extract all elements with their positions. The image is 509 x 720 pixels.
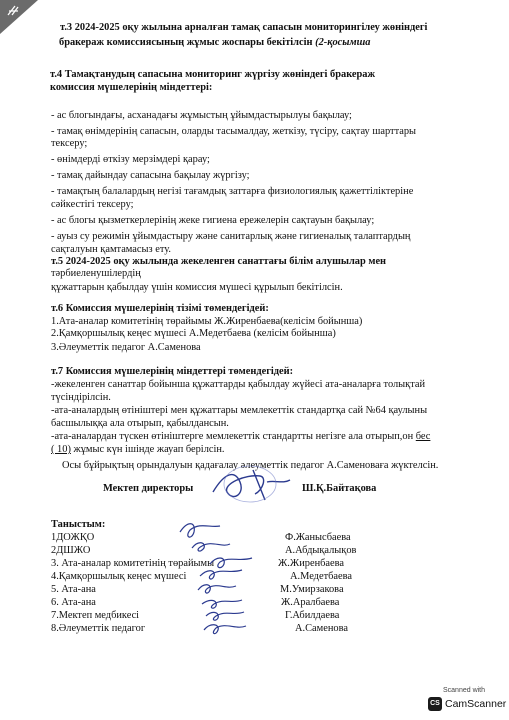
section7-heading: т.7 Комиссия мүшелерінің міндеттері төмендегідей: — [51, 366, 294, 377]
camscanner-badge — [428, 687, 507, 713]
acq-name: А.Медетбаева — [290, 571, 353, 582]
acq-name: А.Абдықалықов — [285, 545, 357, 556]
acq-role: 2ДШЖО — [51, 545, 91, 556]
section7-text: жұмыс күн ішінде жауап берілсін. — [70, 444, 225, 455]
acq-role: 4.Қамқоршылық кеңес мүшесі — [51, 571, 187, 582]
section4-item: - ас блогындағы, асханадағы жұмыстың ұйымдастырылуы бақылау; — [51, 110, 352, 121]
section7-line — [51, 431, 430, 443]
section3-line1: т.3 2024-2025 оқу жылына арналған тамақ сапасын мониторингілеу жөніндегі — [60, 22, 428, 33]
acq-name: А.Саменова — [295, 623, 348, 634]
acq-name: Ф.Жанысбаева — [285, 532, 351, 543]
member-row: 1.Ата-аналар комитетінің төрайымы Ж.Жиренбаева(келісім бойынша) — [51, 316, 363, 327]
camscanner-icon: CS — [428, 697, 442, 711]
section6-heading: т.6 Комиссия мүшелерінің тізімі төмендегідей: — [51, 303, 269, 314]
page-number-mark-icon — [6, 4, 20, 18]
camscanner-label: CamScanner — [445, 697, 507, 710]
acq-role: 1ДОЖҚО — [51, 532, 95, 543]
section7-line: -жекеленген санаттар бойынша құжаттарды қабылдау жүйесі ата-аналарға толықтай — [51, 379, 426, 390]
acq-role: 6. Ата-ана — [51, 597, 96, 608]
section3-text: бракераж комиссиясының жұмыс жоспары бекітілсін — [59, 37, 316, 48]
section4-item: - ауыз су режимін ұйымдастыру және санитарлық және гигиеналық талаптардың — [51, 231, 411, 242]
section5-line3: құжаттарын қабылдау үшін комиссия мүшесі құрылып бекітілсін. — [51, 282, 343, 293]
control-statement: Осы бұйрықтың орындалуын қадағалау әлеуметтік педагог А.Саменоваға жүктелсін. — [62, 460, 439, 471]
director-title: Мектеп директоры — [103, 483, 194, 494]
underlined-word: бес — [415, 431, 431, 442]
section4-item: тексеру; — [51, 138, 88, 149]
member-row: 2.Қамқоршылық кеңес мүшесі А.Медетбаева (келісім бойынша) — [51, 328, 336, 339]
acq-role: 8.Әлеуметтік педагог — [51, 623, 146, 634]
acq-name: Ж.Аралбаева — [281, 597, 340, 608]
acq-name: Ж.Жиренбаева — [278, 558, 345, 569]
section7-line — [51, 444, 225, 456]
member-row: 3.Әлеуметтік педагог А.Саменова — [51, 342, 201, 353]
director-name: Ш.Қ.Байтақова — [302, 483, 377, 494]
acq-role: 5. Ата-ана — [51, 584, 96, 595]
section4-item: - тамақ өнімдерінің сапасын, оларды тасымалдау, жеткізу, түсіру, сақтау шарттары — [51, 126, 417, 137]
section4-item: - тамақтың балалардың негізі тағамдық заттарға физиологиялық қажеттіліктеріне — [51, 186, 414, 197]
section4-item: - өнімдерді өткізу мерзімдері қарау; — [51, 154, 210, 165]
section7-text: -ата-аналардан түскен өтініштерге мемлекеттік стандартты негізге ала отырып,он — [51, 431, 416, 442]
section4-heading-line2: комиссия мүшелерінің міндеттері: — [50, 82, 213, 93]
section3-line2 — [59, 37, 370, 49]
section7-line: түсіндірілсін. — [51, 392, 111, 403]
acq-name: М.Умирзакова — [280, 584, 344, 595]
section4-item: сақталуын қамтамасыз ету. — [51, 244, 171, 255]
acq-role: 3. Ата-аналар комитетінің төрайымы — [51, 558, 215, 569]
section7-line: басшылыққа ала отырып, қабылдансын. — [51, 418, 229, 429]
section4-item: сәйкестігі тексеру; — [51, 199, 134, 210]
section4-heading-line1: т.4 Тамақтанудың сапасына мониторинг жүргізу жөніндегі бракераж — [50, 69, 376, 80]
acquaintance-signatures-icon — [170, 518, 275, 643]
acq-role: 7.Мектеп медбикесі — [51, 610, 140, 621]
acq-name: Г.Абилдаева — [285, 610, 340, 621]
section4-item: - ас блогы қызметкерлерінің жеке гигиена ережелерін сақтауын бақылау; — [51, 215, 375, 226]
appendix-ref: (2-қосымша — [315, 37, 371, 48]
camscanner-logo — [428, 696, 506, 711]
section5-line2: тәрбиеленушілердің — [51, 268, 141, 279]
underlined-number: ( 10) — [51, 444, 71, 455]
director-signature-icon — [205, 462, 295, 507]
section5-line1: т.5 2024-2025 оқу жылында жекеленген санаттағы білім алушылар мен — [51, 256, 387, 267]
scanned-caption: Scanned with — [442, 687, 486, 694]
section7-line: -ата-аналардың өтініштері мен құжаттары мемлекеттік стандартқа сай №64 қаулыны — [51, 405, 428, 416]
section4-item: - тамақ дайындау сапасына бақылау жүргізу; — [51, 170, 250, 181]
acquainted-heading: Таныстым: — [51, 519, 106, 530]
